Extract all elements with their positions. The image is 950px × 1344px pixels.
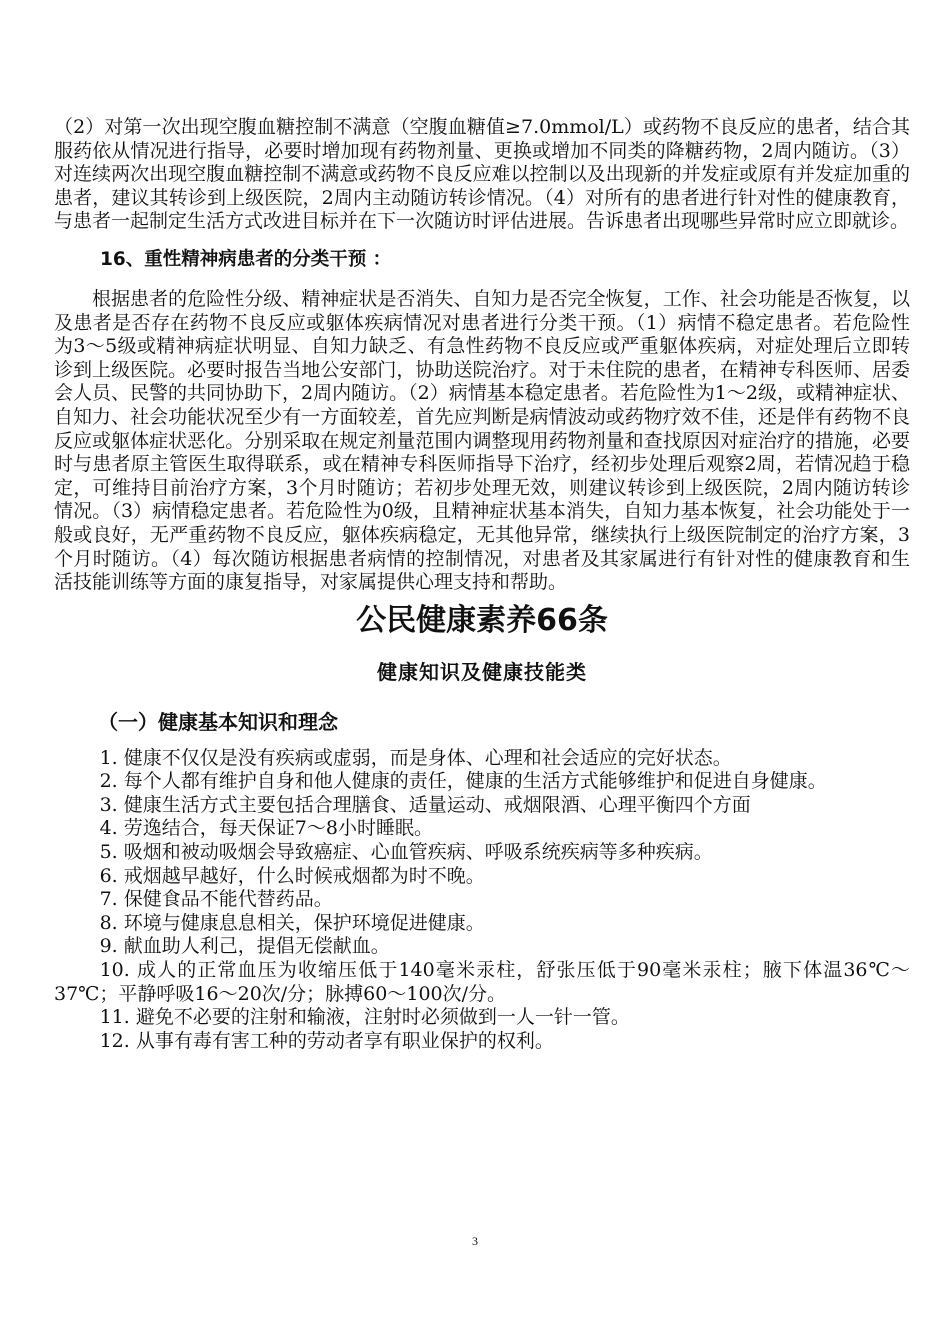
list-item: 4. 劳逸结合，每天保证7～8小时睡眠。 xyxy=(99,817,433,840)
items-list xyxy=(54,747,910,1054)
list-item: 3. 健康生活方式主要包括合理膳食、适量运动、戒烟限酒、心理平衡四个方面 xyxy=(99,793,751,816)
list-item: 1. 健康不仅仅是没有疾病或虚弱，而是身体、心理和社会适应的完好状态。 xyxy=(99,746,732,769)
section-16-body: 根据患者的危险性分级、精神症状是否消失、自知力是否完全恢复，工作、社会功能是否恢复，以及患者是否存在药物不良反应或躯体疾病情况对患者进行分类干预。（1）病情不稳定患者。若危险性为3～5级或精神病症状明显、自知力缺乏、有急性药物不良反应或严重躯体疾病，对症处理后立即转诊到上级医院。必要时报告当地公安部门，协助送院治疗。对于未住院的患者，在精神专科医师、居委会人员、民警的共同协助下，2周内随访。（2）病情基本稳定患者。若危险性为1～2级，或精神症状、自知力、社会功能状况至少有一方面较差，首先应判断是病情波动或药物疗效不佳，还是伴有药物不良反应或躯体症状恶化。分别采取在规定剂量范围内调整现用药物剂量和查找原因对症治疗的措施，必要时与患者原主管医生取得联系，或在精神专科医师指导下治疗，经初步处理后观察2周，若情况趋于稳定，可维持目前治疗方案，3个月时随访；若初步处理无效，则建议转诊到上级医院，2周内随访转诊情况。（3）病情稳定患者。若危险性为0级，且精神症状基本消失，自知力基本恢复，社会功能处于一般或良好，无严重药物不良反应，躯体疾病稳定，无其他异常，继续执行上级医院制定的治疗方案，3个月时随访。（4）每次随访根据患者病情的控制情况，对患者及其家属进行有针对性的健康教育和生活技能训练等方面的康复指导，对家属提供心理支持和帮助。 xyxy=(54,287,910,594)
section-1-heading: （一）健康基本知识和理念 xyxy=(98,709,338,734)
document-title: 公民健康素养66条 xyxy=(356,602,608,638)
document-page xyxy=(54,116,910,1053)
section-16-heading: 16、重性精神病患者的分类干预 ： xyxy=(100,248,392,270)
page-number: 3 xyxy=(472,1234,478,1248)
document-subtitle: 健康知识及健康技能类 xyxy=(377,659,587,684)
list-item: 8. 环境与健康息息相关，保护环境促进健康。 xyxy=(99,911,485,934)
intro-paragraph: （2）对第一次出现空腹血糖控制不满意（空腹血糖值≥7.0mmol/L）或药物不良反应的患者，结合其服药依从情况进行指导，必要时增加现有药物剂量、更换或增加不同类的降糖药物，2周内随访。（3）对连续两次出现空腹血糖控制不满意或药物不良反应难以控制以及出现新的并发症或原有并发症加重的患者，建议其转诊到上级医院，2周内主动随访转诊情况。（4）对所有的患者进行针对性的健康教育，与患者一起制定生活方式改进目标并在下一次随访时评估进展。告诉患者出现哪些异常时应立即就诊。 xyxy=(54,116,910,233)
list-item: 9. 献血助人利己，提倡无偿献血。 xyxy=(99,935,390,958)
list-item: 5. 吸烟和被动吸烟会导致癌症、心血管疾病、呼吸系统疾病等多种疾病。 xyxy=(99,841,713,864)
list-item: 11. 避免不必要的注射和输液，注射时必须做到一人一针一管。 xyxy=(99,1006,630,1029)
list-item: 7. 保健食品不能代替药品。 xyxy=(99,888,333,911)
list-item: 2. 每个人都有维护自身和他人健康的责任，健康的生活方式能够维护和促进自身健康。 xyxy=(99,770,827,793)
list-item: 6. 戒烟越早越好，什么时候戒烟都为时不晚。 xyxy=(99,864,485,887)
list-item: 12. 从事有毒有害工种的劳动者享有职业保护的权利。 xyxy=(99,1029,554,1052)
list-item: 10. 成人的正常血压为收缩压低于140毫米汞柱，舒张压低于90毫米汞柱；腋下体温36℃～37℃；平静呼吸16～20次/分；脉搏60～100次/分。 xyxy=(54,959,910,1005)
